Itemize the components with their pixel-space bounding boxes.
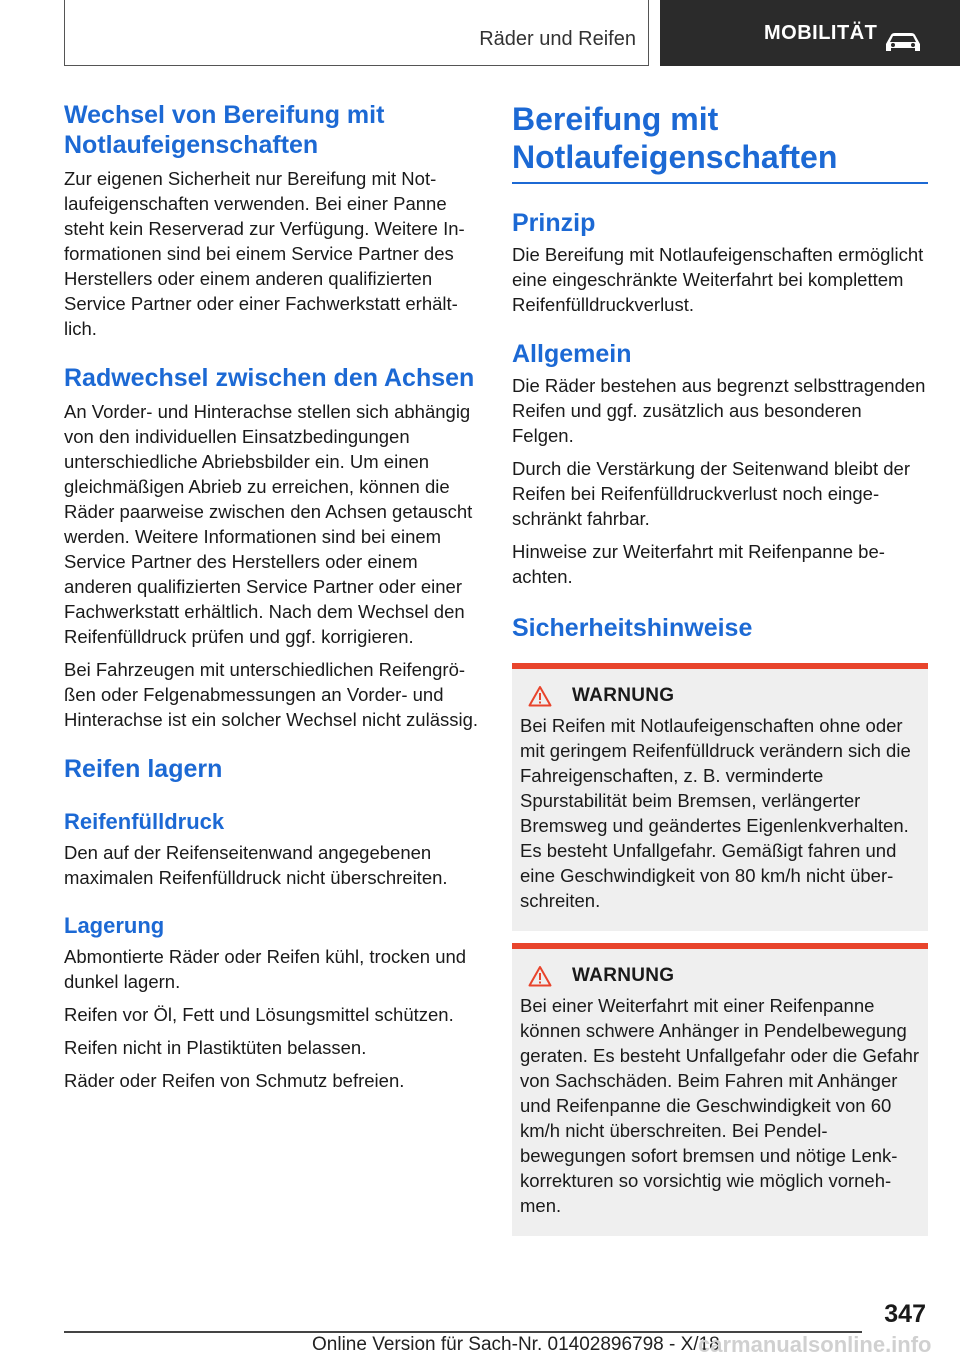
heading-prinzip: Prinzip bbox=[512, 209, 596, 237]
warning-text-2: Bei einer Weiterfahrt mit einer Reifenpanne können schwere Anhänger in Pendelbewegung geraten. Es besteht Unfallgefahr oder die Gefahr von Sachschäden. Beim Fahren mit Anhänger und Reifenpanne die Geschwindigkeit von 60 km/h nicht überschreiten. Bei Pendelbewegungen sofort bremsen und nötige Lenkkorrekturen so vorsichtig wie möglich vornehmen. bbox=[520, 995, 920, 1216]
left-column bbox=[64, 100, 482, 1093]
paragraph-radwechsel-2: Bei Fahrzeugen mit unterschiedlichen Reifengrößen oder Felgenabmessungen an Vorder- und Hinterachse ist ein solcher Wechsel nicht zulässig. bbox=[64, 659, 479, 730]
warning-header-1 bbox=[528, 685, 920, 707]
paragraph-lagerung-3: Reifen nicht in Plastiktüten belassen. bbox=[64, 1037, 367, 1058]
heading-radwechsel: Radwechsel zwischen den Achsen bbox=[64, 364, 475, 392]
chapter-tab-label: MOBILITÄT bbox=[764, 21, 878, 44]
page-header bbox=[0, 0, 960, 66]
paragraph-allgemein-2: Durch die Verstärkung der Seitenwand bleibt der Reifen bei Reifenfülldruckverlust noch eingeschränkt fahrbar. bbox=[512, 458, 910, 529]
chapter-tab bbox=[660, 0, 960, 66]
warning-title-2: WARNUNG bbox=[572, 965, 675, 986]
car-icon bbox=[882, 30, 924, 54]
warning-title-1: WARNUNG bbox=[572, 685, 675, 706]
paragraph-lagerung-2: Reifen vor Öl, Fett und Lösungsmittel schützen. bbox=[64, 1004, 454, 1025]
paragraph-prinzip: Die Bereifung mit Notlaufeigenschaften ermöglicht eine eingeschränkte Weiterfahrt bei komplettem Reifenfülldruckverlust. bbox=[512, 244, 924, 315]
warning-header-2 bbox=[528, 965, 920, 987]
paragraph-lagerung-1: Abmontierte Räder oder Reifen kühl, trocken und dunkel lagern. bbox=[64, 946, 467, 992]
paragraph-allgemein-3: Hinweise zur Weiterfahrt mit Reifenpanne beachten. bbox=[512, 541, 885, 587]
heading-wechsel: Wechsel von Bereifung mit Notlaufeigenschaften bbox=[64, 101, 385, 159]
paragraph-wechsel: Zur eigenen Sicherheit nur Bereifung mit Notlaufeigenschaften verwenden. Bei einer Panne steht kein Reserverad zur Verfügung. Weitere Informationen sind bei einem Service Partner des Herstellers oder einem anderen qualifizierten Service Partner oder einer Fachwerkstatt erhältlich. bbox=[64, 168, 465, 339]
warning-triangle-icon bbox=[528, 685, 552, 707]
heading-sicherheitshinweise: Sicherheitshinweise bbox=[512, 614, 753, 642]
paragraph-radwechsel-1: An Vorder- und Hinterachse stellen sich abhängig von den individuellen Einsatzbedingungen unterschiedliche Abriebsbilder ein. Um einen gleichmäßigen Abrieb zu erreichen, können die Räder paarweise zwischen den Achsen getauscht werden. Weitere Informationen sind bei einem Service Partner des Herstellers oder einem anderen qualifizierten Service Partner oder einer Fachwerkstatt erhältlich. Nach dem Wechsel den Reifenfülldruck prüfen und ggf. korrigieren. bbox=[64, 401, 473, 647]
heading-reifenfuelldruck: Reifenfülldruck bbox=[64, 809, 225, 834]
watermark: carmanualsonline.info bbox=[698, 1332, 932, 1357]
paragraph-reifenfuelldruck: Den auf der Reifenseitenwand angegebenen maximalen Reifenfülldruck nicht überschreiten. bbox=[64, 842, 448, 888]
warning-box-2 bbox=[512, 943, 928, 1236]
heading-lagerung: Lagerung bbox=[64, 913, 165, 938]
warning-text-1: Bei Reifen mit Notlaufeigenschaften ohne oder mit geringem Reifenfülldruck verändern sich die Fahreigenschaften, z. B. verminderte Spurstabilität beim Bremsen, verlängerter Bremsweg und geändertes Eigenlenkverhalten. Es besteht Unfallgefahr. Gemäßigt fahren und eine Geschwindigkeit von 80 km/h nicht überschreiten. bbox=[520, 715, 911, 911]
warning-triangle-icon bbox=[528, 965, 552, 987]
main-heading: Bereifung mit Notlaufeigenschaften bbox=[512, 101, 838, 175]
online-version-text: Online Version für Sach-Nr. 01402896798 - X/18 bbox=[312, 1334, 720, 1355]
right-column bbox=[512, 100, 928, 1236]
heading-allgemein: Allgemein bbox=[512, 340, 632, 368]
heading-rule bbox=[512, 182, 928, 184]
heading-reifen-lagern: Reifen lagern bbox=[64, 755, 223, 783]
section-title: Räder und Reifen bbox=[479, 28, 636, 50]
paragraph-lagerung-4: Räder oder Reifen von Schmutz befreien. bbox=[64, 1070, 405, 1091]
page-number: 347 bbox=[884, 1300, 926, 1328]
paragraph-allgemein-1: Die Räder bestehen aus begrenzt selbsttragenden Reifen und ggf. zusätzlich aus besonderen Felgen. bbox=[512, 375, 926, 446]
warning-box-1 bbox=[512, 663, 928, 931]
